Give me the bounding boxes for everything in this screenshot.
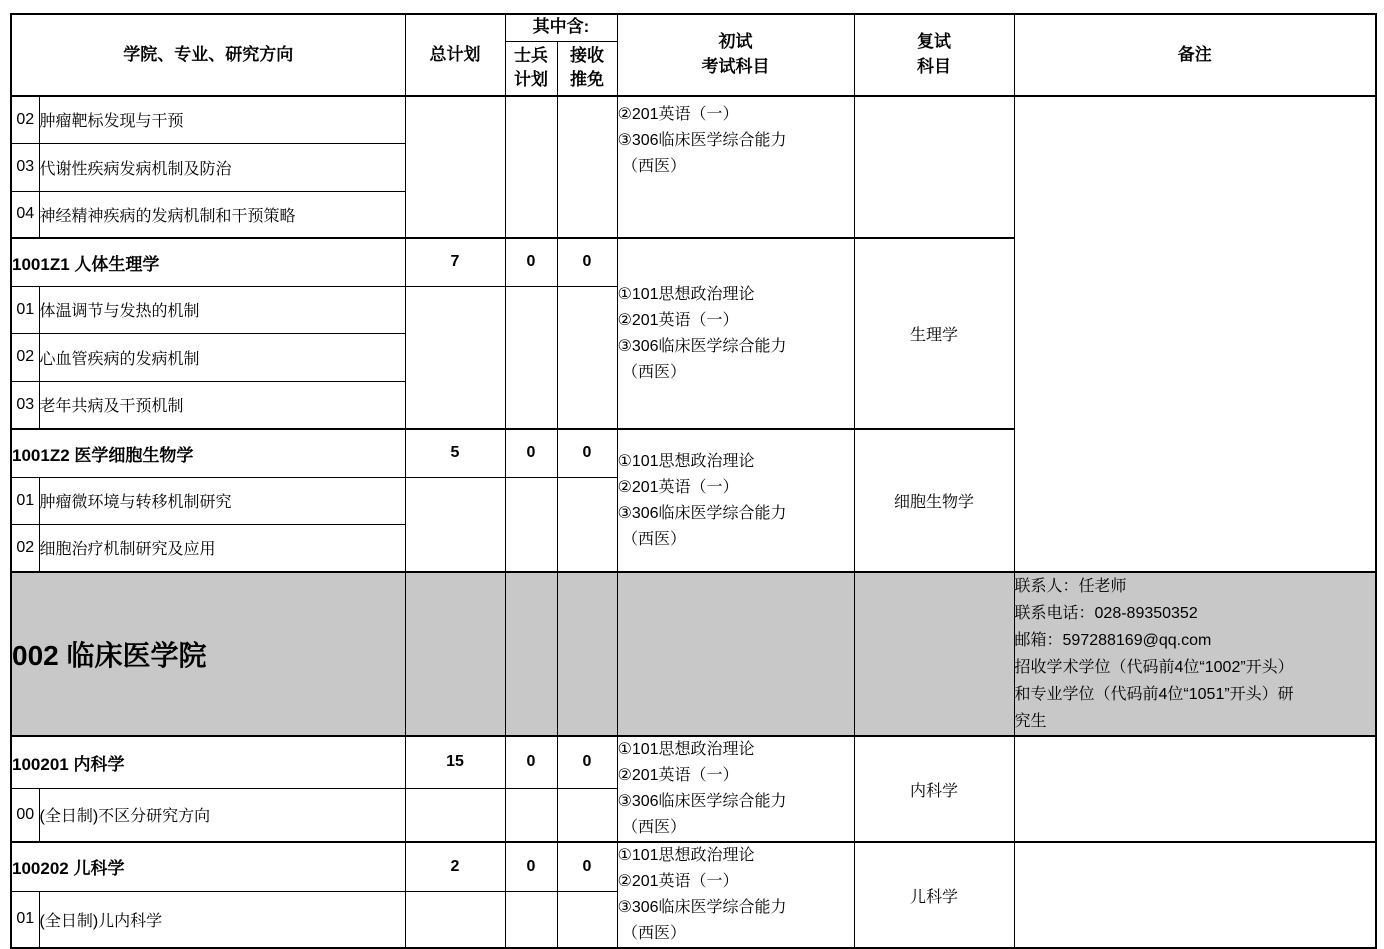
total-plan-cell [405, 788, 505, 842]
soldier-plan-cell: 0 [505, 429, 557, 477]
college-section-row [11, 572, 1376, 736]
program-label-cell: 100202 儿科学 [11, 842, 405, 891]
accept-exempt-cell: 0 [557, 429, 617, 477]
header-line: 推免 [570, 70, 604, 90]
direction-name-cell: 细胞治疗机制研究及应用 [39, 524, 405, 572]
total-plan-cell [405, 572, 505, 736]
initial-exam-cell [617, 96, 854, 238]
retest-subject-cell [854, 572, 1014, 736]
initial-exam-cell [617, 736, 854, 842]
direction-name-cell: 体温调节与发热的机制 [39, 286, 405, 333]
remarks-line: 联系电话：028-89350352 [1014, 605, 1198, 622]
total-plan-cell [405, 96, 505, 238]
exam-line: ③306临床医学综合能力 [617, 504, 787, 522]
accept-exempt-cell [557, 96, 617, 238]
accept-exempt-cell: 0 [557, 238, 617, 286]
exam-line: ③306临床医学综合能力 [617, 899, 787, 916]
college-section-label: 002 临床医学院 [11, 572, 405, 736]
direction-code-cell: 02 [11, 524, 39, 572]
header-line: 初试 [718, 32, 753, 52]
college-remarks-cell [1014, 572, 1376, 736]
header-row-top [11, 14, 1376, 41]
header-including: 其中含: [505, 14, 617, 41]
exam-line: （西医） [617, 158, 686, 175]
initial-exam-cell [617, 842, 854, 948]
soldier-plan-cell [505, 96, 557, 238]
direction-name-cell: 肿瘤靶标发现与干预 [39, 96, 405, 143]
total-plan-cell: 7 [405, 238, 505, 286]
initial-exam-cell [617, 429, 854, 572]
direction-code-cell: 01 [11, 891, 39, 948]
header-retest-subject [854, 14, 1014, 96]
exam-line: （西医） [617, 819, 686, 836]
total-plan-cell: 2 [405, 842, 505, 891]
retest-subject-cell: 内科学 [854, 736, 1014, 842]
exam-line: ③306临床医学综合能力 [617, 793, 787, 810]
exam-line: （西医） [617, 530, 686, 548]
header-line: 考试科目 [701, 57, 770, 76]
direction-name-cell: 神经精神疾病的发病机制和干预策略 [39, 191, 405, 238]
program-row [11, 736, 1376, 788]
direction-code-cell: 01 [11, 477, 39, 524]
direction-name-cell: 肿瘤微环境与转移机制研究 [39, 477, 405, 524]
exam-line: ③306临床医学综合能力 [617, 337, 787, 355]
direction-code-cell: 02 [11, 333, 39, 381]
exam-line: ②201英语（一） [617, 311, 739, 329]
header-line: 科目 [917, 57, 952, 76]
exam-line: （西医） [617, 925, 686, 942]
remarks-cell [1014, 96, 1376, 572]
direction-code-cell: 01 [11, 286, 39, 333]
admissions-sheet [10, 13, 1377, 949]
admissions-table [10, 13, 1377, 949]
exam-line: ②201英语（一） [617, 106, 739, 123]
direction-name-cell: (全日制)不区分研究方向 [39, 788, 405, 842]
remarks-line: 和专业学位（代码前4位“1051”开头）研 [1014, 686, 1294, 703]
soldier-plan-cell: 0 [505, 736, 557, 788]
direction-code-cell: 03 [11, 381, 39, 429]
remarks-line: 联系人：任老师 [1014, 578, 1127, 595]
exam-line: ①101思想政治理论 [617, 847, 755, 864]
direction-name-cell: 老年共病及干预机制 [39, 381, 405, 429]
program-label-cell: 1001Z2 医学细胞生物学 [11, 429, 405, 477]
direction-code-cell: 02 [11, 96, 39, 143]
exam-line: （西医） [617, 363, 686, 381]
header-line: 计划 [514, 70, 548, 90]
header-line: 复试 [917, 32, 952, 52]
header-total-plan: 总计划 [405, 14, 505, 96]
accept-exempt-cell [557, 788, 617, 842]
soldier-plan-cell [505, 572, 557, 736]
program-label-cell: 1001Z1 人体生理学 [11, 238, 405, 286]
direction-code-cell: 04 [11, 191, 39, 238]
retest-subject-cell: 生理学 [854, 238, 1014, 429]
header-initial-exam [617, 14, 854, 96]
remarks-line: 招收学术学位（代码前4位“1002”开头） [1014, 659, 1294, 676]
remarks-cell [1014, 736, 1376, 842]
exam-line: ①101思想政治理论 [617, 285, 755, 303]
total-plan-cell: 5 [405, 429, 505, 477]
total-plan-cell [405, 477, 505, 572]
soldier-plan-cell [505, 788, 557, 842]
exam-line: ②201英语（一） [617, 767, 739, 784]
header-soldier-plan [505, 41, 557, 96]
retest-subject-cell [854, 96, 1014, 238]
total-plan-cell [405, 286, 505, 429]
exam-line: ②201英语（一） [617, 873, 739, 890]
exam-line: ①101思想政治理论 [617, 741, 755, 758]
accept-exempt-cell: 0 [557, 736, 617, 788]
soldier-plan-cell: 0 [505, 238, 557, 286]
program-label-cell: 100201 内科学 [11, 736, 405, 788]
header-line: 士兵 [514, 45, 548, 65]
initial-exam-cell [617, 572, 854, 736]
soldier-plan-cell: 0 [505, 842, 557, 891]
direction-code-cell: 03 [11, 143, 39, 191]
exam-line: ②201英语（一） [617, 478, 739, 496]
header-line: 接收 [570, 45, 604, 65]
accept-exempt-cell [557, 286, 617, 429]
remarks-cell [1014, 842, 1376, 948]
remarks-line: 邮箱：597288169@qq.com [1014, 632, 1212, 649]
remarks-line: 究生 [1014, 713, 1047, 730]
soldier-plan-cell [505, 891, 557, 948]
direction-name-cell: 心血管疾病的发病机制 [39, 333, 405, 381]
total-plan-cell: 15 [405, 736, 505, 788]
retest-subject-cell: 细胞生物学 [854, 429, 1014, 572]
accept-exempt-cell [557, 891, 617, 948]
soldier-plan-cell [505, 477, 557, 572]
accept-exempt-cell [557, 477, 617, 572]
direction-name-cell: (全日制)儿内科学 [39, 891, 405, 948]
program-row [11, 842, 1376, 891]
accept-exempt-cell [557, 572, 617, 736]
direction-row [11, 96, 1376, 143]
soldier-plan-cell [505, 286, 557, 429]
direction-code-cell: 00 [11, 788, 39, 842]
direction-name-cell: 代谢性疾病发病机制及防治 [39, 143, 405, 191]
header-accept-exempt [557, 41, 617, 96]
retest-subject-cell: 儿科学 [854, 842, 1014, 948]
exam-line: ①101思想政治理论 [617, 452, 755, 470]
accept-exempt-cell: 0 [557, 842, 617, 891]
header-remarks: 备注 [1014, 14, 1376, 96]
exam-line: ③306临床医学综合能力 [617, 132, 787, 149]
total-plan-cell [405, 891, 505, 948]
initial-exam-cell [617, 238, 854, 429]
header-program: 学院、专业、研究方向 [11, 14, 405, 96]
